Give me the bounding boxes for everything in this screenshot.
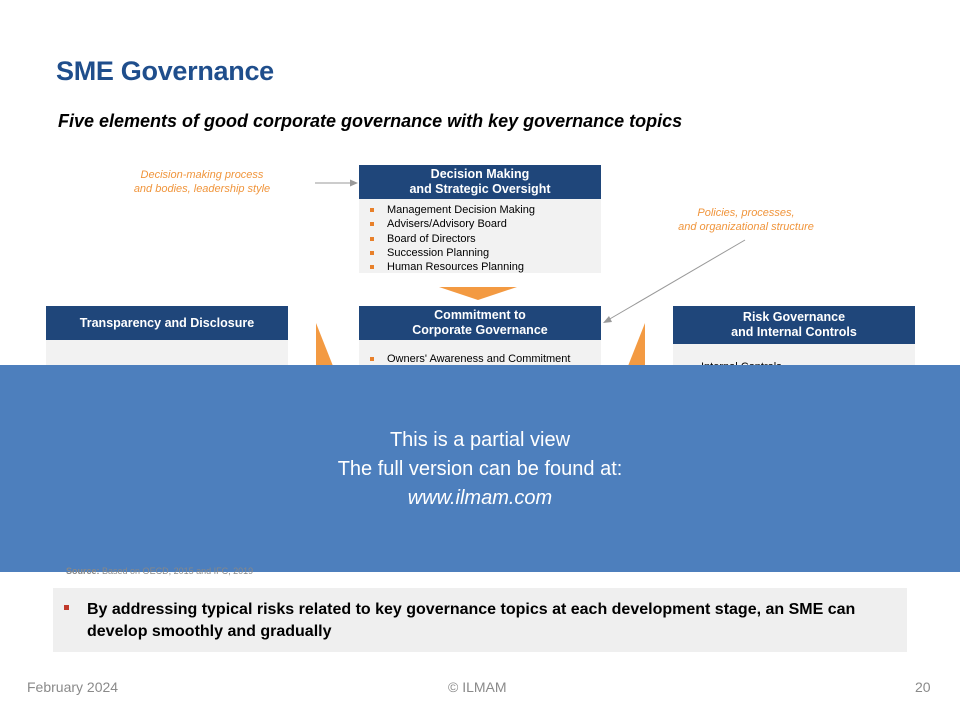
overlay-line-2: The full version can be found at: [337,458,623,480]
footer-copyright: © ILMAM [448,679,507,695]
bullet-square-icon [64,605,69,610]
decision-making-list [359,203,601,274]
source-text: Based on OECD, 2015 and IFC, 2019 [102,566,254,576]
right-arrow-shape [628,323,645,366]
policies-note-line-1: Policies, processes, [697,207,795,219]
left-arrow-shape [316,323,333,366]
list-item: Succession Planning [359,246,601,260]
decision-making-body [359,199,601,273]
commitment-title-line-2: Corporate Governance [412,323,548,337]
policies-note-line-2: and organizational structure [678,221,814,233]
partial-view-overlay [0,365,960,572]
decision-making-header [359,165,601,199]
risk-title-line-2: and Internal Controls [731,325,857,339]
list-item: Advisers/Advisory Board [359,217,601,231]
risk-governance-header [673,306,915,344]
page-title: SME Governance [56,56,274,86]
list-item: Owners' Awareness and Commitment [359,352,601,366]
list-item: Board of Directors [359,232,601,246]
policies-note-arrowhead [603,316,612,323]
decision-note-line-2: and bodies, leadership style [133,183,271,195]
transparency-title: Transparency and Disclosure [79,315,255,330]
transparency-header [46,306,288,340]
overlay-link[interactable]: www.ilmam.com [407,487,553,509]
list-item: Human Resources Planning [359,260,601,274]
footer-page-number: 20 [915,679,931,695]
source-label: Source: [66,566,100,576]
down-chevron-shape [439,287,517,300]
decision-making-box [359,165,601,273]
source-note [66,566,253,576]
key-message-box [53,588,907,652]
decision-making-title-line-2: and Strategic Oversight [409,182,551,196]
risk-title-line-1: Risk Governance [742,310,846,324]
decision-note-line-1: Decision-making process [140,169,264,181]
decision-making-title-line-1: Decision Making [430,167,530,181]
decision-note-arrowhead [350,180,358,187]
key-message-text: By addressing typical risks related to key governance topics at each development stage, an SME can develop smoothly and gradually [87,601,856,640]
list-item: Management Decision Making [359,203,601,217]
commitment-header [359,306,601,340]
page-subtitle: Five elements of good corporate governance with key governance topics [58,111,683,131]
commitment-title-line-1: Commitment to [434,308,526,322]
overlay-line-1: This is a partial view [389,429,571,451]
footer-date: February 2024 [27,679,119,695]
